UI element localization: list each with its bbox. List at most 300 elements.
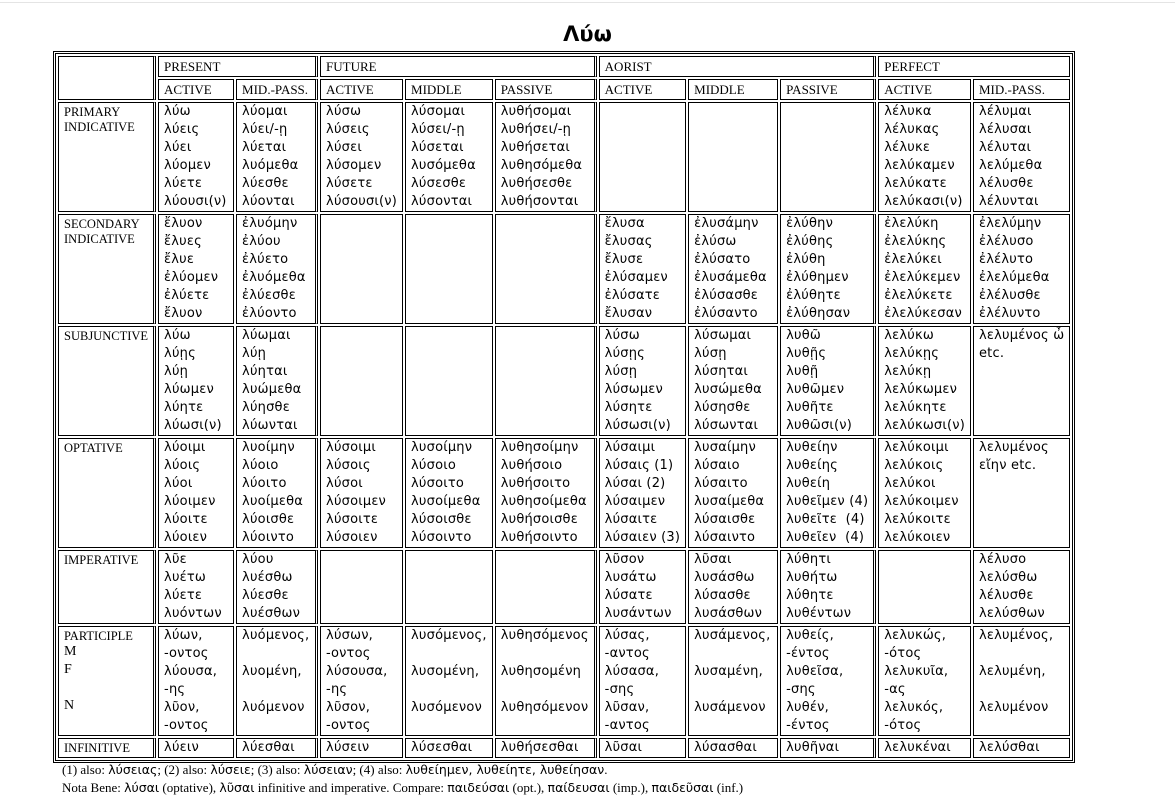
verb-form: λύσασθε (694, 588, 751, 603)
greek-form: λῦσαι (219, 780, 255, 795)
verb-form: λύονται (242, 194, 295, 209)
row-label-line: PRIMARY (64, 105, 121, 119)
verb-form: λύσοισθε (411, 512, 472, 527)
verb-form: λυθησομένη (500, 664, 582, 679)
verb-form: λυσομένη, (411, 664, 480, 679)
form-cell-present-active (158, 102, 234, 212)
verb-form: λύων, (164, 628, 203, 643)
verb-form: -ης (164, 682, 186, 697)
verb-form: λυθήσοιντο (500, 530, 578, 545)
verb-form: λυσάσθων (694, 606, 763, 621)
verb-form: λύσει (326, 140, 362, 155)
verb-form: λύσων, (326, 628, 373, 643)
verb-form: λύεσθαι (242, 740, 295, 755)
verb-form: λύει (164, 140, 192, 155)
footnote-text: (optative), (159, 780, 220, 795)
verb-form: λυθησόμενον (500, 700, 589, 715)
verb-form: λύσω (604, 328, 640, 343)
form-cell-future-passive (495, 550, 597, 624)
verb-form: λύσῃ (604, 364, 638, 379)
verb-form: ἐλύθης (786, 234, 834, 249)
verb-form: -ότος (884, 646, 922, 661)
verb-form: λύομεν (164, 158, 211, 173)
form-cell-future-active (320, 626, 403, 736)
verb-form: λελύκοιμεν (884, 494, 959, 509)
form-cell-future-active (320, 214, 403, 324)
verb-form: ἐλύου (242, 234, 281, 249)
form-cell-future-middle (405, 738, 493, 758)
footnotes (62, 761, 743, 797)
verb-form: λύσαιμι (604, 440, 656, 455)
verb-form: λύσοιμι (326, 440, 376, 455)
verb-form: λύουσα, (164, 664, 218, 679)
verb-form: λέλυκας (884, 122, 940, 137)
verb-form: ἔλυσα (604, 216, 645, 231)
verb-form: λύσεται (411, 140, 464, 155)
verb-form: λύσεις (326, 122, 370, 137)
verb-form: ἐλελύκης (884, 234, 947, 249)
verb-form: λύσωμαι (694, 328, 752, 343)
greek-form: παίδευσαι (547, 780, 610, 795)
voice-header-perfect-mid-pass: MID.-PASS. (973, 79, 1070, 100)
verb-form: λυσάτω (604, 570, 657, 585)
verb-form: ἐλύσατο (694, 252, 751, 267)
form-cell-aorist-middle (688, 438, 778, 548)
form-cell-aorist-active (599, 214, 686, 324)
verb-form: λυέσθων (242, 606, 301, 621)
form-cell-future-passive (495, 102, 597, 212)
verb-form: λύσῃς (604, 346, 645, 361)
verb-form: λελυμένον (978, 700, 1049, 715)
tense-header-perfect: PERFECT (878, 56, 1070, 77)
verb-form: ἔλυσε (604, 252, 644, 267)
verb-form: λύωμεν (164, 382, 214, 397)
voice-header-present-mid-pass: MID.-PASS. (236, 79, 318, 100)
form-cell-aorist-middle (688, 738, 778, 758)
form-cell-future-passive (495, 438, 597, 548)
verb-form: εἴην etc. (978, 458, 1037, 473)
row-label-line (64, 680, 148, 698)
verb-form: λύσαιτε (604, 512, 658, 527)
tense-header-aorist: AORIST (599, 56, 877, 77)
row-label-line: INDICATIVE (64, 120, 135, 134)
verb-form: λύεσθε (242, 588, 289, 603)
footnote-text: Nota Bene: (62, 780, 125, 795)
verb-form: ἐλύθη (786, 252, 826, 267)
verb-form: λέλυκε (884, 140, 931, 155)
verb-form: λύοιτο (242, 476, 287, 491)
verb-form: λυθήσομαι (500, 104, 572, 119)
verb-form: ἐλύομεν (164, 270, 219, 285)
form-cell-aorist-passive (780, 550, 876, 624)
verb-form: λύσωσι(ν) (604, 418, 671, 433)
verb-form: λύσονται (411, 194, 473, 209)
verb-form: λύῃ (242, 346, 267, 361)
verb-form: ἐλύσω (694, 234, 737, 249)
verb-form: λυθείης (786, 458, 839, 473)
verb-form: ἐλύθητε (786, 288, 841, 303)
verb-form: λυθεῖμεν (4) (786, 494, 869, 509)
verb-form: λυσόμεθα (411, 158, 476, 173)
verb-form: ἐλύσαντο (694, 306, 758, 321)
verb-form: λελυκυῖα, (884, 664, 949, 679)
form-cell-present-mid-pass (236, 626, 318, 736)
verb-form: λελυμένη, (978, 664, 1046, 679)
verb-form: λελυμένος (978, 440, 1049, 455)
form-cell-perfect-mid-pass (973, 438, 1070, 548)
verb-form: λυθῆναι (786, 740, 840, 755)
form-cell-present-active (158, 438, 234, 548)
row-subjunctive (58, 326, 1070, 436)
verb-form: λύειν (164, 740, 199, 755)
form-cell-future-active (320, 102, 403, 212)
form-cell-present-mid-pass (236, 438, 318, 548)
verb-form: λυθήσεσθαι (500, 740, 579, 755)
verb-form: λύσοιντο (411, 530, 472, 545)
verb-form: ἐλύοντο (242, 306, 297, 321)
verb-form: λελύσθων (978, 606, 1045, 621)
verb-form: λύσει/-ῃ (411, 122, 465, 137)
form-cell-aorist-passive (780, 438, 876, 548)
verb-form: ἐλύσασθε (694, 288, 759, 303)
verb-form: λυθήσεσθε (500, 176, 573, 191)
verb-form: λυθῆτε (786, 400, 834, 415)
verb-form: λέλυσθε (978, 588, 1034, 603)
verb-form: λῦε (164, 552, 187, 567)
form-cell-future-active (320, 550, 403, 624)
form-cell-perfect-mid-pass (973, 626, 1070, 736)
row-label-line: N (64, 698, 75, 713)
verb-form: λυθείη (786, 476, 831, 491)
verb-form: ἐλελύμην (978, 216, 1042, 231)
verb-form (411, 717, 487, 735)
footnote-text: . (604, 762, 608, 777)
verb-form: λύετε (164, 588, 203, 603)
verb-form (979, 681, 1064, 699)
row-label-line: F (64, 662, 72, 677)
verb-form: λελύσθαι (978, 740, 1040, 755)
verb-form: λυθήσεται (500, 140, 570, 155)
verb-form: λύσησθε (694, 400, 751, 415)
form-cell-aorist-active (599, 550, 686, 624)
verb-form: λύοιντο (242, 530, 295, 545)
verb-form: λύσαις (1) (604, 458, 674, 473)
footnote-text: (inf.) (713, 780, 744, 795)
row-label-imperative (58, 550, 156, 624)
verb-form (242, 645, 310, 663)
form-cell-future-middle (405, 550, 493, 624)
verb-form (411, 681, 487, 699)
verb-form: λύω (164, 328, 191, 343)
verb-form: ἔλυσαν (604, 306, 653, 321)
verb-form: ἐλελύκει (884, 252, 942, 267)
row-secondary-indicative (58, 214, 1070, 324)
verb-form: ἐλυσάμεθα (694, 270, 767, 285)
form-cell-future-middle (405, 326, 493, 436)
greek-form: λύσειαν (303, 762, 353, 777)
verb-form: λύσειν (326, 740, 370, 755)
verb-form: λέλυκα (884, 104, 932, 119)
form-cell-present-mid-pass (236, 738, 318, 758)
form-cell-future-active (320, 438, 403, 548)
verb-form: λύηται (242, 364, 288, 379)
row-label-participle (58, 626, 156, 736)
verb-form: λύσαιο (694, 458, 740, 473)
voice-header-aorist-passive: PASSIVE (780, 79, 876, 100)
verb-form: ἐλυσάμην (694, 216, 759, 231)
verb-form (979, 717, 1064, 735)
verb-form: λέλυται (978, 140, 1032, 155)
verb-form: λυθέντων (786, 606, 852, 621)
verb-form: λύσατε (604, 588, 653, 603)
conjugation-table (56, 54, 1072, 760)
verb-form: λελύκοις (884, 458, 944, 473)
row-optative (58, 438, 1070, 548)
verb-form: λυσαίμεθα (694, 494, 765, 509)
verb-form: λύσαι (2) (604, 476, 666, 491)
tense-header-present: PRESENT (158, 56, 318, 77)
verb-form: ἐλελύμεθα (978, 270, 1050, 285)
verb-form: -οντος (164, 718, 209, 733)
verb-form: λύῃ (164, 364, 189, 379)
verb-form: λυθησόμεθα (500, 158, 583, 173)
tense-header-row (58, 56, 1070, 77)
form-cell-present-active (158, 738, 234, 758)
verb-form: λελυμένος, (978, 628, 1054, 643)
verb-form: λελύσθω (978, 570, 1038, 585)
verb-form: λελυκός, (884, 700, 944, 715)
form-cell-perfect-active (878, 738, 971, 758)
verb-form: λυθέν, (786, 700, 829, 715)
row-label-secondary-indicative (58, 214, 156, 324)
verb-form: λύοις (164, 458, 201, 473)
tense-header-future: FUTURE (320, 56, 597, 77)
verb-form: λυσάντων (604, 606, 672, 621)
form-cell-aorist-active (599, 738, 686, 758)
verb-form: -σης (604, 682, 635, 697)
verb-form: λελύκατε (884, 176, 947, 191)
form-cell-perfect-active (878, 438, 971, 548)
verb-form: λελύκητε (884, 400, 947, 415)
verb-form: λύσας, (604, 628, 650, 643)
verb-form: λυθείην (786, 440, 838, 455)
footnote-text: ; (4) also: (352, 762, 406, 777)
form-cell-present-mid-pass (236, 326, 318, 436)
footnote-text: infinitive and imperative. Compare: (254, 780, 448, 795)
form-cell-aorist-passive (780, 738, 876, 758)
verb-form: λύσητε (604, 400, 653, 415)
verb-form: λελύκῃ (884, 364, 932, 379)
verb-form: λυθῶ (786, 328, 821, 343)
verb-form: λύσοιμεν (326, 494, 387, 509)
row-label-line: SECONDARY (64, 217, 140, 231)
verb-form: λυσάμενος, (694, 628, 771, 643)
verb-form: λύθητι (786, 552, 831, 567)
verb-form: λύωνται (242, 418, 298, 433)
verb-form: ἐλύετε (164, 288, 210, 303)
verb-form: λύσεσθαι (411, 740, 473, 755)
verb-form: λύσοι (326, 476, 363, 491)
form-cell-present-active (158, 626, 234, 736)
verb-form: ἐλελύκεμεν (884, 270, 961, 285)
form-cell-future-middle (405, 438, 493, 548)
verb-form: λελύκωσι(ν) (884, 418, 965, 433)
conjugation-table-frame (53, 51, 1075, 763)
verb-form: ἐλέλυσο (978, 234, 1034, 249)
form-cell-perfect-active (878, 326, 971, 436)
verb-form (501, 681, 589, 699)
verb-form: λύσασα, (604, 664, 660, 679)
verb-form: λυσάσθω (694, 570, 755, 585)
row-participle (58, 626, 1070, 736)
verb-form: λελύκωμεν (884, 382, 958, 397)
verb-form: λυσόμενος, (411, 628, 487, 643)
verb-form: λελύμεθα (978, 158, 1043, 173)
verb-form: ἐλύετο (242, 252, 289, 267)
footnote-text: ; (3) also: (250, 762, 304, 777)
verb-form: λύομαι (242, 104, 288, 119)
row-label-line: PARTICIPLE (64, 629, 133, 643)
verb-form: -ας (884, 682, 906, 697)
verb-form: λυθησοίμην (500, 440, 579, 455)
row-label-subjunctive (58, 326, 156, 436)
verb-form: λύσοιτε (326, 512, 379, 527)
form-cell-present-mid-pass (236, 550, 318, 624)
verb-form (242, 717, 310, 735)
verb-form: ἐλύσατε (604, 288, 660, 303)
verb-form: λύεται (242, 140, 287, 155)
verb-form (694, 717, 772, 735)
verb-form: λελύκαμεν (884, 158, 955, 173)
verb-form: -οντος (326, 646, 371, 661)
verb-form: λυσοίμην (411, 440, 473, 455)
form-cell-perfect-mid-pass (973, 550, 1070, 624)
form-cell-future-passive (495, 326, 597, 436)
footnote-text: ; (2) also: (157, 762, 211, 777)
verb-form: λύσω (326, 104, 362, 119)
form-cell-aorist-middle (688, 214, 778, 324)
verb-form (694, 681, 772, 699)
verb-form: λύσαιμεν (604, 494, 666, 509)
form-cell-perfect-mid-pass (973, 214, 1070, 324)
verb-form: λύσοις (326, 458, 371, 473)
verb-form: λύωμαι (242, 328, 291, 343)
form-cell-present-mid-pass (236, 102, 318, 212)
verb-form: ἔλυον (164, 306, 203, 321)
form-cell-future-active (320, 738, 403, 758)
verb-form: λυσόμενον (411, 700, 483, 715)
verb-form (242, 681, 310, 699)
verb-form: λυθείς, (786, 628, 834, 643)
row-label-optative (58, 438, 156, 548)
verb-form: ἐλέλυτο (978, 252, 1034, 267)
verb-form: λυσαίμην (694, 440, 756, 455)
verb-form: λύησθε (242, 400, 290, 415)
footnote-text: (1) also: (62, 762, 109, 777)
row-infinitive (58, 738, 1070, 758)
voice-header-row (58, 79, 1070, 100)
form-cell-aorist-middle (688, 102, 778, 212)
verb-form: -οντος (326, 718, 371, 733)
form-cell-aorist-middle (688, 626, 778, 736)
verb-form: λύσαισθε (694, 512, 756, 527)
row-label-line: INFINITIVE (64, 741, 130, 755)
verb-form: λύοι (164, 476, 193, 491)
verb-form: λύοιεν (164, 530, 208, 545)
verb-form: λυθῶσι(ν) (786, 418, 853, 433)
verb-form: etc. (978, 346, 1005, 361)
verb-form: λύοιμεν (164, 494, 216, 509)
verb-form: λυθήτω (786, 570, 838, 585)
form-cell-aorist-middle (688, 550, 778, 624)
verb-form: λυσάμενον (694, 700, 766, 715)
verb-form: λύσασθαι (694, 740, 757, 755)
verb-form: λύθητε (786, 588, 834, 603)
verb-form: ἔλυες (164, 234, 202, 249)
voice-header-future-active: ACTIVE (320, 79, 403, 100)
verb-form: λύσῃ (694, 346, 727, 361)
verb-form: λέλυμαι (978, 104, 1032, 119)
verb-form: λύσοιτο (411, 476, 465, 491)
verb-form (979, 645, 1064, 663)
row-primary-indicative (58, 102, 1070, 212)
row-label-line: M (64, 644, 77, 659)
verb-form: λύσοιο (411, 458, 456, 473)
verb-form: λύσομεν (326, 158, 382, 173)
verb-form: λύητε (164, 400, 204, 415)
verb-form (411, 645, 487, 663)
greek-form: παιδεύσαι (447, 780, 510, 795)
form-cell-aorist-active (599, 326, 686, 436)
verb-form: λύοιτε (164, 512, 208, 527)
greek-form: λύσειας (108, 762, 158, 777)
verb-form: λέλυνται (978, 194, 1039, 209)
verb-form: λῦσαν, (604, 700, 650, 715)
footnote-line-2 (62, 779, 743, 797)
verb-form: ἔλυσας (604, 234, 653, 249)
form-cell-aorist-passive (780, 626, 876, 736)
verb-form: ἔλυε (164, 252, 195, 267)
form-cell-future-middle (405, 626, 493, 736)
verb-form: λελυκέναι (884, 740, 951, 755)
verb-form: λελυμένος ὦ (978, 328, 1065, 343)
verb-form: λυθήσοιο (500, 458, 563, 473)
verb-form: λυθήσονται (500, 194, 579, 209)
form-cell-aorist-active (599, 626, 686, 736)
verb-form: λύσαιεν (3) (604, 530, 681, 545)
verb-form: λυέτω (164, 570, 207, 585)
verb-form: ἐλέλυσθε (978, 288, 1041, 303)
verb-form: -έντος (786, 646, 830, 661)
row-label-line: OPTATIVE (64, 441, 123, 455)
verb-form: λέλυσο (978, 552, 1027, 567)
verb-form: λύσωνται (694, 418, 759, 433)
form-cell-future-passive (495, 738, 597, 758)
row-label-line: SUBJUNCTIVE (64, 329, 149, 343)
verb-form: λῦον, (164, 700, 200, 715)
verb-form: λυθησόμενος (500, 628, 589, 643)
verb-form: -έντος (786, 718, 830, 733)
verb-form: ἐλύθημεν (786, 270, 849, 285)
verb-form: ἐλύσαμεν (604, 270, 668, 285)
verb-form: λελύκοιμι (884, 440, 949, 455)
greek-form: λύσαι (124, 780, 160, 795)
verb-form: λύοιο (242, 458, 279, 473)
page-title: Λύω (563, 22, 612, 46)
voice-header-aorist-active: ACTIVE (599, 79, 686, 100)
verb-form: ἐλέλυντο (978, 306, 1041, 321)
verb-form: λύσαιτο (694, 476, 748, 491)
